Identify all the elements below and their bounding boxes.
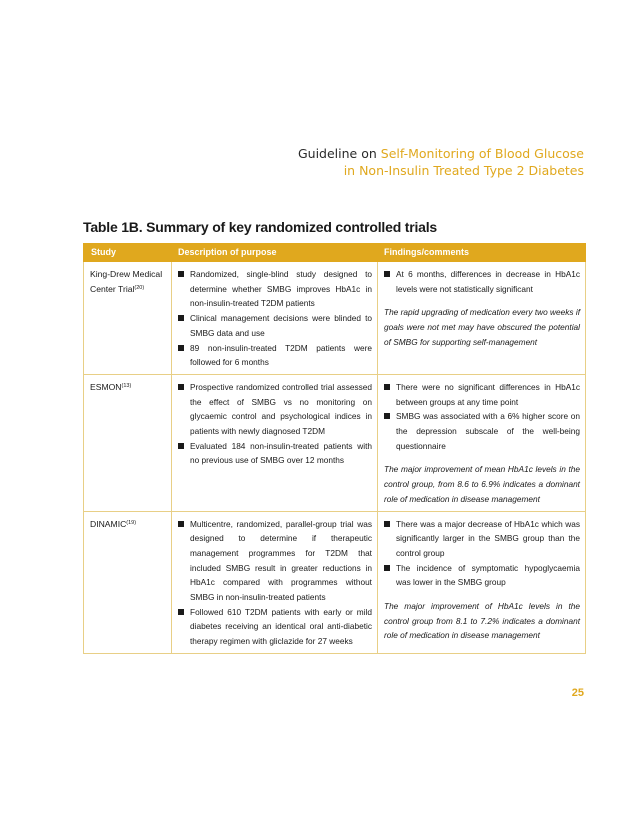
description-cell [172, 511, 378, 653]
column-header-study: Study [84, 244, 172, 262]
findings-bullet: There were no significant differences in HbA1c between groups at any time point [384, 380, 580, 409]
table-row [84, 374, 586, 511]
description-bullet: Clinical management decisions were blinded to SMBG data and use [178, 311, 372, 340]
table-row [84, 262, 586, 375]
study-name: ESMON [90, 381, 122, 392]
findings-note: The major improvement of mean HbA1c levels in the control group, from 8.6 to 6.9% indicates a dominant role of medication in disease management [384, 464, 580, 504]
findings-cell [378, 262, 586, 375]
study-cell [84, 374, 172, 511]
column-header-findings: Findings/comments [378, 244, 586, 262]
study-reference: (20) [134, 284, 145, 291]
study-cell [84, 511, 172, 653]
study-cell [84, 262, 172, 375]
summary-table [83, 243, 586, 654]
findings-note: The major improvement of HbA1c levels in the control group from 8.1 to 7.2% indicates a dominant role of medication in disease management [384, 601, 580, 641]
description-cell [172, 374, 378, 511]
running-header [298, 145, 584, 179]
description-bullet: Followed 610 T2DM patients with early or mild diabetes receiving an identical oral anti-diabetic therapy regimen with gliclazide for 27 weeks [178, 605, 372, 649]
table-header-row [84, 244, 586, 262]
findings-bullet: The incidence of symptomatic hypoglycaemia was lower in the SMBG group [384, 561, 580, 590]
header-line-1 [298, 145, 584, 162]
page-number: 25 [571, 687, 584, 699]
findings-note: The rapid upgrading of medication every two weeks if goals were not met may have obscured the potential of SMBG for supporting self-management [384, 307, 581, 347]
description-bullet: Evaluated 184 non-insulin-treated patients with no previous use of SMBG over 12 months [178, 439, 372, 468]
findings-bullet: There was a major decrease of HbA1c which was significantly larger in the SMBG group than the control group [384, 517, 580, 561]
description-bullet: Randomized, single-blind study designed to determine whether SMBG improves HbA1c in non-insulin-treated T2DM patients [178, 267, 372, 311]
description-bullet: 89 non-insulin-treated T2DM patients were followed for 6 months [178, 341, 372, 370]
study-name: DINAMIC [90, 518, 127, 529]
description-bullet: Prospective randomized controlled trial assessed the effect of SMBG vs no monitoring on glycaemic control and psychological indices in patients with newly diagnosed T2DM [178, 380, 372, 439]
header-highlight: Self-Monitoring of Blood Glucose [380, 146, 584, 161]
study-reference: (19) [126, 519, 137, 526]
study-name: King-Drew Medical Center Trial [90, 269, 163, 294]
findings-bullet: SMBG was associated with a 6% higher score on the depression subscale of the well-being questionnaire [384, 409, 580, 453]
findings-bullet: At 6 months, differences in decrease in HbA1c levels were not statistically significant [384, 267, 580, 296]
header-line-2: in Non-Insulin Treated Type 2 Diabetes [343, 163, 584, 178]
study-reference: (13) [121, 382, 132, 389]
table-row [84, 511, 586, 653]
findings-cell [378, 374, 586, 511]
description-cell [172, 262, 378, 375]
findings-cell [378, 511, 586, 653]
header-prefix: Guideline on [297, 146, 381, 161]
column-header-description: Description of purpose [172, 244, 378, 262]
table-title: Table 1B. Summary of key randomized controlled trials [83, 219, 438, 235]
description-bullet: Multicentre, randomized, parallel-group trial was designed to determine if therapeutic management programmes for T2DM that included SMBG result in greater reductions in HbA1c compared with programmes without SMBG in non-insulin-treated patients [178, 517, 372, 605]
